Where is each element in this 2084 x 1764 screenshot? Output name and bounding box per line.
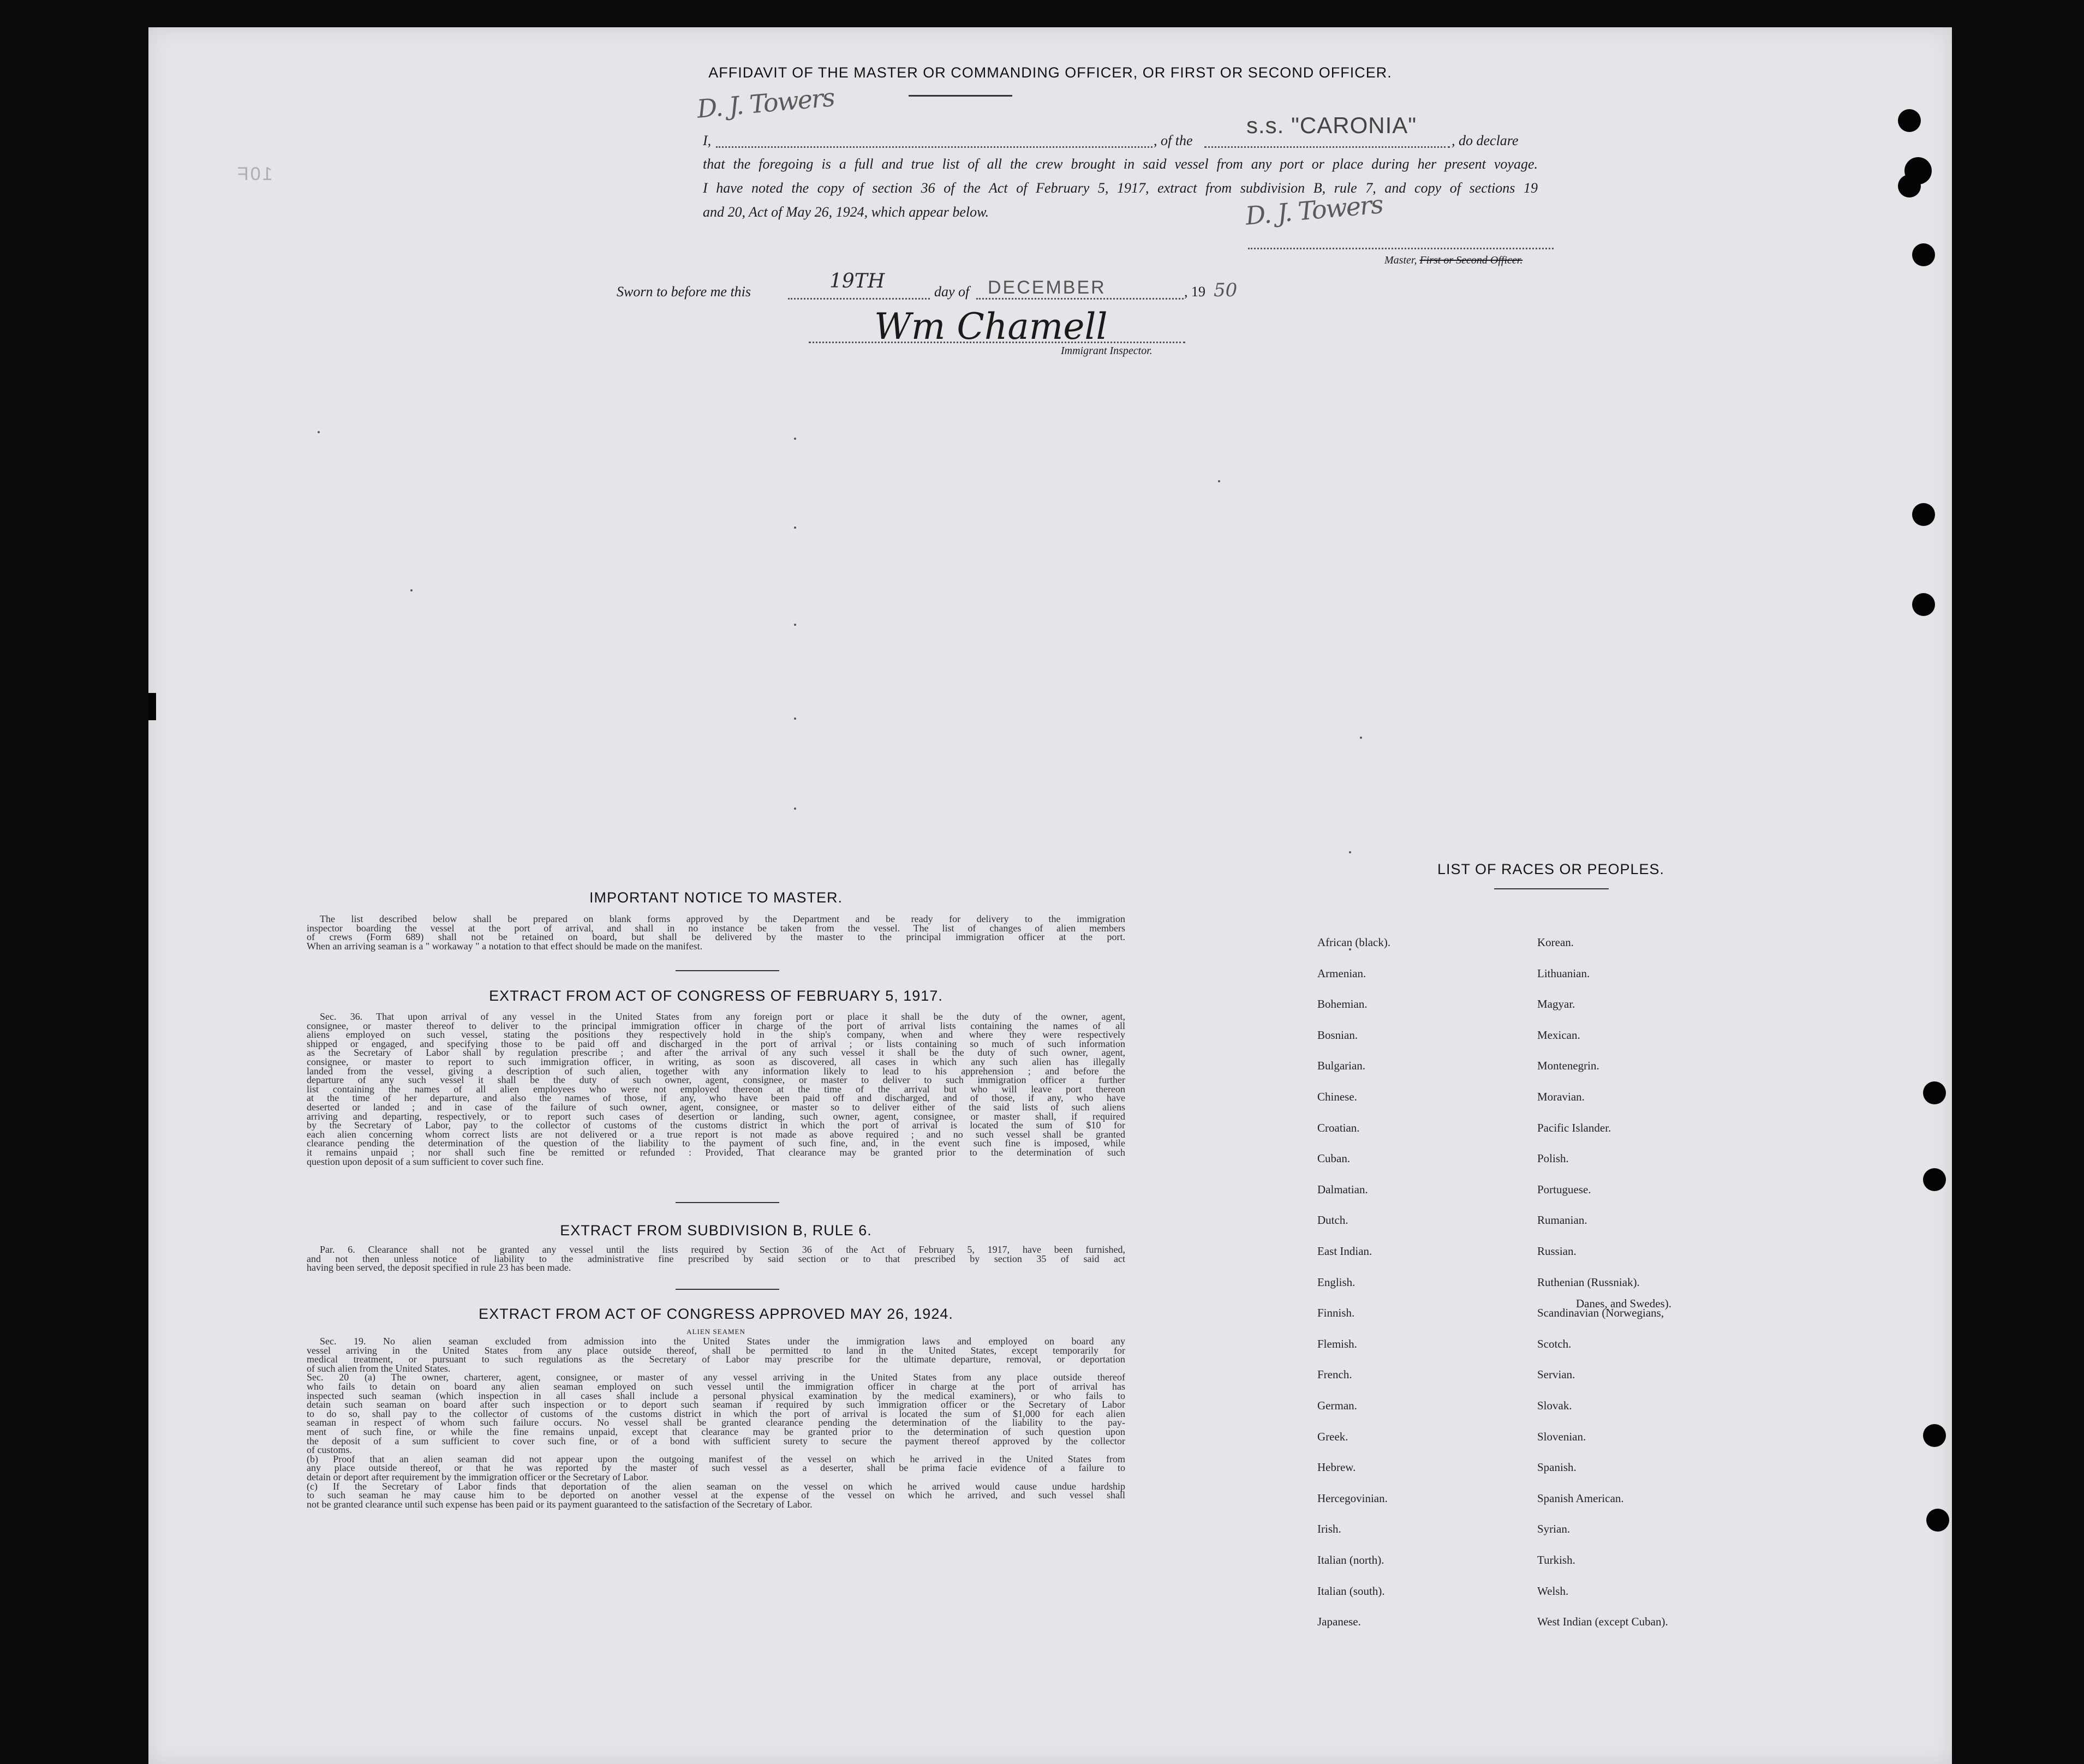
paragraph-line: consignee, or master to report to such immigration officer, in writing, as soon as discovered, all cases in which any such alien has illegally [307, 1056, 1125, 1067]
binder-hole [1898, 175, 1921, 198]
master-signature-top: D. J. Towers [696, 82, 835, 124]
extract-1917-text [307, 1012, 1125, 1166]
affidavit-line-3: and 20, Act of May 26, 1924, which appear below. [703, 204, 989, 220]
paragraph-line: and not then unless notice of liability to the administrative fine prescribed by said section or to that prescribed by section 35 of said act [307, 1253, 1125, 1264]
race-item: Hebrew. [1317, 1461, 1356, 1474]
binder-hole [1923, 1168, 1946, 1191]
notice-line: The list described below shall be prepared on blank forms approved by the Department and be ready for delivery to the immigration [320, 913, 1125, 924]
paragraph-line: Par. 6. Clearance shall not be granted any vessel until the lists required by Section 36 of the Act of February 5, 1917, have been furnished, [320, 1244, 1125, 1255]
paragraph-line: having been served, the deposit specified in rule 23 has been made. [307, 1262, 571, 1273]
notice-divider [676, 970, 779, 971]
race-item: English. [1317, 1275, 1356, 1289]
margin-mark: 10F [236, 164, 273, 184]
paragraph-line: by the Secretary of Labor, pay to the collector of customs of the customs district in which the port of arrival is located the sum of $10 for [307, 1120, 1125, 1131]
master-signature: D. J. Towers [1244, 189, 1384, 231]
paragraph-line: Sec. 20 (a) The owner, charterer, agent, consignee, or master of any vessel arriving in the United States from any place outside thereof [307, 1372, 1125, 1383]
race-item: Bosnian. [1317, 1028, 1358, 1042]
title-underline [909, 95, 1012, 97]
binder-hole [1912, 243, 1935, 266]
race-item: East Indian. [1317, 1245, 1372, 1258]
inspector-signature: Wm Chamell [874, 306, 1108, 348]
master-signature-line [1248, 248, 1554, 249]
sworn-prefix: Sworn to before me this [617, 284, 751, 300]
race-item: Slovak. [1537, 1399, 1572, 1412]
paragraph-line: landed from the vessel, giving a description of such alien, together with any information likely to lead to his apprehension ; and before the [307, 1065, 1125, 1077]
notice-text [307, 914, 1125, 950]
race-item: Mexican. [1537, 1028, 1580, 1042]
race-item-extra: Danes, and Swedes). [1576, 1297, 1671, 1310]
race-item: Polish. [1537, 1152, 1569, 1165]
affidavit-title: AFFIDAVIT OF THE MASTER OR COMMANDING OFFICER, OR FIRST OR SECOND OFFICER. [708, 64, 1392, 81]
race-item: Welsh. [1537, 1584, 1569, 1598]
paragraph-line: departure of any such vessel it shall be the duty of such owner, agent, consignee, or master to deliver to such immigration officer a further [307, 1074, 1125, 1086]
race-item: Greek. [1317, 1430, 1348, 1443]
races-title: LIST OF RACES OR PEOPLES. [1437, 861, 1665, 877]
race-item: Scandinavian (Norwegians, [1537, 1306, 1664, 1320]
race-item: Montenegrin. [1537, 1059, 1599, 1073]
paragraph-line: aliens employed on such vessel, stating the positions they respectively hold in the ship's company, when and where they were respectively [307, 1029, 1125, 1041]
paragraph-line: the deposit of a sum sufficient to cover such fine, or of a bond with sufficient surety to secure the payment thereof approved by the collector [307, 1435, 1125, 1446]
extract-1924-title: EXTRACT FROM ACT OF CONGRESS APPROVED MAY 26, 1924. [479, 1306, 953, 1322]
paragraph-line: it remains unpaid ; nor shall such fine be remitted or refunded : Provided, That clearance may be granted prior to the determination of such [307, 1146, 1125, 1158]
race-item: Spanish American. [1537, 1491, 1624, 1505]
paragraph-line: list containing the names of all alien employees who were not employed thereon at the time of the arrival but who will leave port thereon [307, 1083, 1125, 1095]
extract-1917-title: EXTRACT FROM ACT OF CONGRESS OF FEBRUARY 5, 1917. [489, 988, 943, 1004]
affidavit-line-1: that the foregoing is a full and true list of all the crew brought in said vessel from any port or place during her present voyage. [703, 156, 1538, 172]
paragraph-line: shipped or engaged, and specifying those to be paid off and discharged in the port of arrival ; or lists containing so much of such information [307, 1038, 1125, 1049]
paragraph-line: who fails to detain on board any alien seaman employed on such vessel until the immigration officer in charge at the port of arrival has [307, 1380, 1125, 1392]
race-item: Moravian. [1537, 1090, 1585, 1103]
race-item: Servian. [1537, 1368, 1575, 1382]
race-item: Croatian. [1317, 1121, 1360, 1134]
extract-1924-subtitle: ALIEN SEAMEN [686, 1328, 745, 1336]
affidavit-line-2: I have noted the copy of section 36 of the Act of February 5, 1917, extract from subdivision B, rule 7, and copy of sections 19 [703, 180, 1538, 196]
paragraph-line: of customs. [307, 1444, 352, 1456]
race-item: German. [1317, 1399, 1357, 1412]
paragraph-line: vessel arriving in the United States from any place outside thereof, shall be permitted to land in the United States, except temporarily for [307, 1344, 1125, 1356]
paragraph-line: deserted or landed ; and in case of the failure of such owner, agent, consignee, or master so to deliver either of the said lists of such aliens [307, 1101, 1125, 1113]
race-item: Magyar. [1537, 997, 1575, 1011]
notice-title: IMPORTANT NOTICE TO MASTER. [589, 889, 843, 906]
race-item: Russian. [1537, 1245, 1577, 1258]
race-item: Turkish. [1537, 1553, 1575, 1566]
sworn-day-line [788, 298, 930, 300]
sworn-day: 19TH [829, 270, 885, 292]
paragraph-line: Sec. 19. No alien seaman excluded from admission into the United States under the immigration laws and employed on board any [320, 1336, 1125, 1347]
race-item: French. [1317, 1368, 1352, 1382]
paragraph-line: consignee, or master thereof to deliver to the principal immigration officer in charge of the port of arrival lists containing the names of all [307, 1020, 1125, 1031]
race-item: Armenian. [1317, 966, 1366, 980]
extract-rule6-text [307, 1245, 1125, 1272]
paragraph-line: clearance pending the determination of the question of the liability to the payment of such fine, and, in the event such fine is imposed, while [307, 1138, 1125, 1149]
races-divider [1494, 888, 1609, 889]
race-item: Syrian. [1537, 1522, 1571, 1536]
inspector-line [809, 342, 1185, 343]
binder-hole [1898, 109, 1921, 132]
paragraph-line: any place outside thereof, or that he was reported by the master of such vessel as a deserter, shall be prima facie evidence of a failure to [307, 1462, 1125, 1474]
race-item: Bulgarian. [1317, 1059, 1366, 1073]
race-item: African (black). [1317, 936, 1391, 949]
do-declare-label: , do declare [1452, 133, 1519, 148]
race-item: Rumanian. [1537, 1213, 1587, 1227]
binder-hole [1923, 1424, 1946, 1447]
paragraph-line: seaman in respect of whom such failure occurs. No vessel shall be granted clearance pending the determination of the liability to the pay- [307, 1417, 1125, 1428]
race-item: Italian (south). [1317, 1584, 1385, 1598]
paragraph-line: arriving and departing, respectively, or to report such cases of desertion or landing, such owner, agent, consignee, or master shall, if required [307, 1110, 1125, 1122]
paragraph-line: question upon deposit of a sum sufficient to cover such fine. [307, 1156, 544, 1167]
race-item: Chinese. [1317, 1090, 1357, 1103]
paragraph-line: as the Secretary of Labor shall by regulation prescribe ; and after the arrival of any such vessel it shall be the duty of such owner, agent, [307, 1047, 1125, 1059]
race-item: Slovenian. [1537, 1430, 1586, 1443]
race-item: Irish. [1317, 1522, 1341, 1536]
year-prefix: , 19 [1184, 284, 1205, 300]
paragraph-line: detain such seaman on board after such inspection or to deport such seaman if required by such immigration officer or the Secretary of Labor [307, 1399, 1125, 1410]
master-struck-text: First or Second Officer. [1419, 254, 1523, 266]
paragraph-line: to do so, shall pay to the collector of customs of the customs district in which the port of arrival is located the sum of $1,000 for each alien [307, 1408, 1125, 1419]
extract-rule6-divider [676, 1289, 779, 1290]
race-item: Spanish. [1537, 1461, 1577, 1474]
race-item: Finnish. [1317, 1306, 1355, 1320]
race-item: Bohemian. [1317, 997, 1368, 1011]
paragraph-line: to such seaman he may cause him to be deported on another vessel at the expense of the vessel on which he arrived, and such vessel shall [307, 1490, 1125, 1501]
paragraph-line: at the time of her departure, and also the names of those, if any, who have been paid off and discharged, and of those, if any, who have [307, 1092, 1125, 1104]
notice-line: inspector boarding the vessel at the port of arrival, and shall in no instance be taken from the vessel. The list of changes of alien members [307, 922, 1125, 934]
paragraph-line: detain or deport after requirement by the immigration officer or the Secretary of Labor. [307, 1471, 649, 1482]
sworn-month: DECEMBER [988, 277, 1106, 298]
master-label [1384, 254, 1522, 267]
paragraph-line: (c) If the Secretary of Labor finds that deportation of the alien seaman on the vessel on which he arrived would cause undue hardship [307, 1480, 1125, 1492]
extract-1924-text [307, 1337, 1125, 1509]
document-sheet [148, 27, 1952, 1764]
race-item: Pacific Islander. [1537, 1121, 1611, 1134]
ship-name: s.s. "CARONIA" [1246, 112, 1417, 138]
paragraph-line: Sec. 36. That upon arrival of any vessel in the United States from any foreign port or place it shall be the duty of the owner, agent, [320, 1011, 1125, 1022]
race-item: Scotch. [1537, 1337, 1572, 1350]
binder-hole [1912, 593, 1935, 616]
paragraph-line: (b) Proof that an alien seaman did not appear upon the outgoing manifest of the vessel on which he arrived in the United States from [307, 1453, 1125, 1464]
notice-line: When an arriving seaman is a " workaway " a notation to that effect should be made on the manifest. [307, 940, 703, 952]
day-of-label: day of [934, 284, 970, 300]
race-item: West Indian (except Cuban). [1537, 1615, 1668, 1629]
paragraph-line: of such alien from the United States. [307, 1362, 451, 1374]
race-item: Dalmatian. [1317, 1182, 1368, 1196]
race-item: Ruthenian (Russniak). [1537, 1275, 1640, 1289]
inspector-label: Immigrant Inspector. [1061, 345, 1153, 357]
name-line [716, 146, 1153, 148]
paragraph-line: medical treatment, or pursuant to such regulations as the Secretary of Labor may prescribe for the ultimate departure, removal, or deportation [307, 1354, 1125, 1365]
ship-line [1204, 146, 1450, 148]
race-item: Korean. [1537, 936, 1574, 949]
extract-1917-divider [676, 1202, 779, 1203]
binder-hole [1912, 503, 1935, 526]
paragraph-line: each alien concerning whom correct lists are not delivered or a true report is not made as above required ; and no such vessel shall be granted [307, 1128, 1125, 1140]
master-label-text: Master, [1384, 254, 1417, 266]
race-item: Hercegovinian. [1317, 1491, 1388, 1505]
race-item: Lithuanian. [1537, 966, 1590, 980]
paragraph-line: ment of such fine, or while the fine remains unpaid, except that clearance may be granted prior to the determination of such question upon [307, 1426, 1125, 1437]
binder-hole [1926, 1509, 1949, 1532]
paragraph-line: inspected such seaman (which inspection in all cases shall include a personal physical examination by the medical examiners), or who fails to [307, 1390, 1125, 1401]
race-item: Italian (north). [1317, 1553, 1384, 1566]
race-item: Flemish. [1317, 1337, 1357, 1350]
paragraph-line: not be granted clearance until such expense has been paid or its payment guaranteed to the satisfaction of the Secretary of Labor. [307, 1498, 813, 1510]
edge-notch [148, 693, 156, 720]
race-item: Japanese. [1317, 1615, 1361, 1629]
of-the-label: , of the [1154, 133, 1193, 148]
binder-hole [1923, 1081, 1946, 1104]
race-item: Cuban. [1317, 1152, 1351, 1165]
race-item: Dutch. [1317, 1213, 1348, 1227]
race-item: Portuguese. [1537, 1182, 1591, 1196]
extract-rule6-title: EXTRACT FROM SUBDIVISION B, RULE 6. [560, 1222, 872, 1239]
year-suffix: 50 [1214, 279, 1238, 301]
i-label: I, [703, 133, 712, 148]
notice-line: of crews (Form 689) shall not be retained on board, but shall be delivered by the master to the principal immigration officer at the port. [307, 931, 1125, 943]
